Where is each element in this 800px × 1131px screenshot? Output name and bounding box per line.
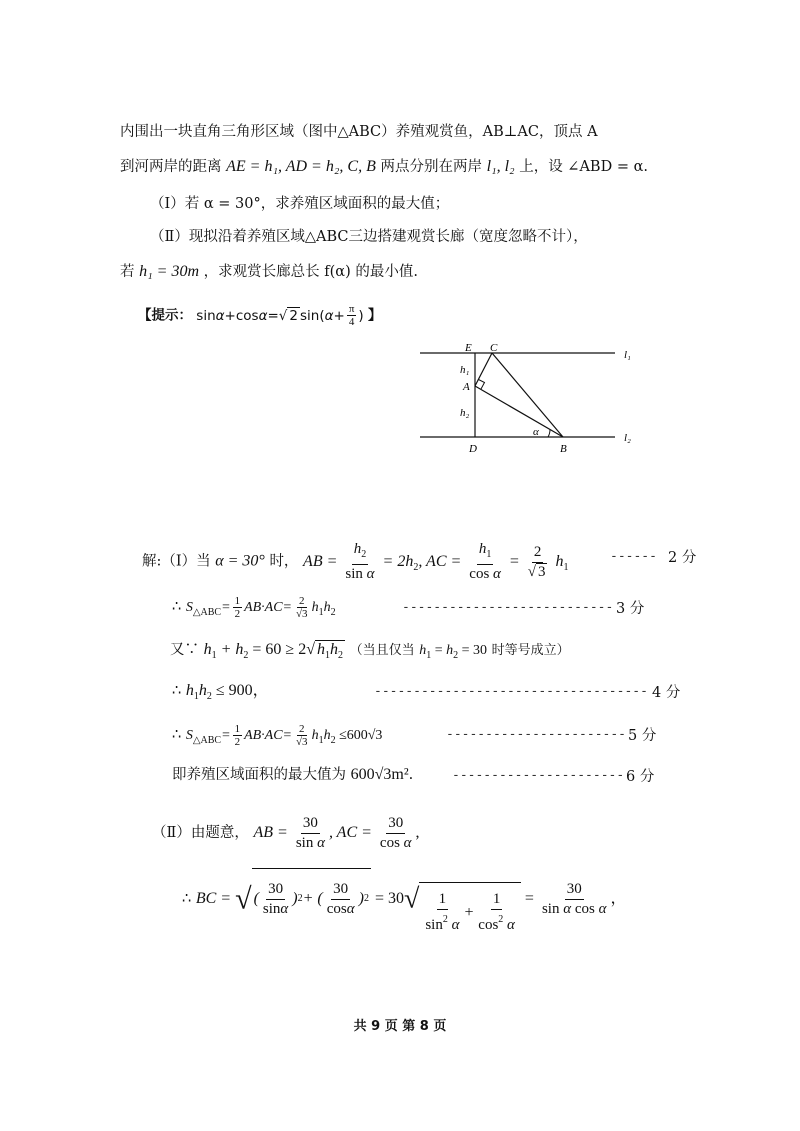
score-4: 4 分 — [652, 685, 681, 701]
solution-when: 时， — [269, 553, 299, 570]
equality-note-post: 时等号成立） — [491, 643, 570, 658]
problem-part-2-text: （Ⅱ）现拟沿着养殖区域△ABC三边搭建观赏长廊（宽度忽略不计）， — [150, 229, 588, 245]
solution-line-3 — [170, 640, 570, 666]
geometry-diagram — [400, 340, 660, 460]
angle-alpha-arc — [548, 430, 550, 438]
problem-line-2-pre: 到河两岸的距离 — [120, 159, 222, 175]
problem-part-1-text: （Ⅰ）若 α = 30°，求养殖区域面积的最大值； — [150, 196, 450, 212]
label-h2: h₂ — [460, 407, 470, 419]
score-2: 3 分 — [616, 601, 645, 617]
problem-part-1 — [150, 194, 449, 214]
problem-part-2b — [120, 262, 418, 282]
problem-part-2b-post: ，求观赏长廊总长 f(α) 的最小值. — [203, 264, 418, 280]
segment-CB — [492, 353, 563, 437]
label-B: B — [560, 443, 567, 455]
solution-line-1 — [142, 540, 568, 588]
equality-condition: $h_1 = h_2 = 30$ — [419, 643, 488, 661]
score-dashes-1: ------ — [610, 549, 657, 564]
problem-line-2-post: 上，设 ∠ABD = α. — [519, 159, 648, 175]
solution-line-4 — [172, 681, 269, 707]
label-E: E — [465, 342, 472, 354]
page-footer: 共 9 页 第 8 页 — [353, 1019, 447, 1034]
label-h1: h₁ — [460, 364, 470, 376]
segment-AC — [475, 353, 492, 386]
problem-line-2 — [120, 157, 648, 177]
hint-label: 【提示： — [138, 307, 192, 324]
part-2-label: （Ⅱ）由题意， — [152, 825, 249, 841]
score-5: 5 分 — [628, 728, 657, 744]
solution-line-2 — [172, 592, 336, 628]
solution-label: 解:（Ⅰ）当 — [142, 553, 211, 570]
solution-line-6: 即养殖区域面积的最大值为 600√3m². — [172, 766, 414, 783]
therefore-symbol-3: ∴ — [172, 727, 182, 743]
label-alpha: α — [533, 426, 539, 438]
segment-AB — [475, 386, 563, 437]
problem-part-2b-math: h₁ = 30m — [139, 263, 200, 280]
hint-close: 】 — [367, 307, 382, 324]
label-A: A — [463, 381, 470, 393]
therefore-symbol-1: ∴ — [172, 599, 182, 615]
BC-formula: BC = √( $\frac{30}{\sin\alpha}$ ) 2 + ( $\frac{30}{\cos\alpha}$ ) 2 = 30√ $\frac{1}{\sin^2 \alpha}$ + $\frac{1}{\cos^2 \alpha}$ = $\frac{30}{\text{sin α cos α}}$ ， — [196, 890, 627, 907]
problem-part-2b-pre: 若 — [120, 264, 135, 280]
problem-line-1-text: 内围出一块直角三角形区域（图中△ABC）养殖观赏鱼，AB⊥AC，顶点 A — [120, 124, 598, 140]
solution-line-5 — [172, 720, 382, 756]
solution-condition: α = 30° — [215, 552, 265, 570]
label-C: C — [490, 342, 498, 354]
because-symbol: 又∵ — [170, 642, 199, 658]
max-area-text: 即养殖区域面积的最大值为 — [172, 767, 346, 783]
therefore-symbol-2: ∴ — [172, 683, 182, 699]
problem-part-2 — [150, 227, 588, 247]
right-angle-mark — [479, 380, 485, 390]
problem-line-2-mid: 两点分别在两岸 — [380, 159, 482, 175]
label-l2: l₂ — [624, 432, 631, 444]
solution-BC-line — [182, 868, 626, 943]
solution-part-2-line — [152, 813, 420, 853]
problem-line-1 — [120, 122, 598, 142]
score-dashes-4: ----------------------------------- — [374, 684, 648, 699]
label-D: D — [469, 443, 477, 455]
part-2-formulas: AB = $\frac{30}{\text{sin α}}$ , AC = $\frac{30}{\text{cos α}}$ , — [253, 814, 420, 851]
label-l1: l₁ — [624, 349, 631, 361]
score-dashes-2: --------------------------- — [402, 600, 614, 615]
area-formula-1: $S_{\triangle ABC}=$ $\frac{1}{2}$ AB·AC= $\frac{2}{√3}$ $h_1h_2$ — [185, 595, 336, 621]
score-dashes-5: ----------------------- — [446, 727, 627, 742]
therefore-symbol-4: ∴ — [182, 891, 192, 907]
sum-inequality: $h_1 + h_2 = 60 \ge 2√$ $h_1h_2$ — [203, 641, 343, 661]
score-1: 2 分 — [668, 550, 697, 566]
hint-expression: sinα+cosα=√ 2 sin(α+ $\frac{\pi}{4}$ ) — [196, 303, 368, 328]
product-bound: $h_1h_2 \le 900$， — [185, 682, 269, 702]
problem-line-2-math2: l₁, l₂ — [486, 158, 515, 175]
max-area-value: 600√3m² — [350, 766, 409, 783]
hint-line — [138, 303, 381, 328]
formula-AB: AB = $\frac{h_2}{\text{sin α}}$ = $2h_2$, AC = $\frac{h_1}{\text{cos α}}$ = $\frac{2}{√ 3}$ $h_1$ — [303, 541, 569, 582]
score-6: 6 分 — [626, 769, 655, 785]
score-dashes-6: ---------------------- — [452, 768, 625, 783]
equality-note-pre: （当且仅当 — [349, 643, 415, 658]
area-formula-2: $S_{\triangle ABC}=$ $\frac{1}{2}$ AB·AC= $\frac{2}{√3}$ $h_1h_2 \le 600√3$ — [185, 723, 383, 749]
problem-line-2-math: AE = h₁, AD = h₂, C, B — [226, 158, 376, 175]
